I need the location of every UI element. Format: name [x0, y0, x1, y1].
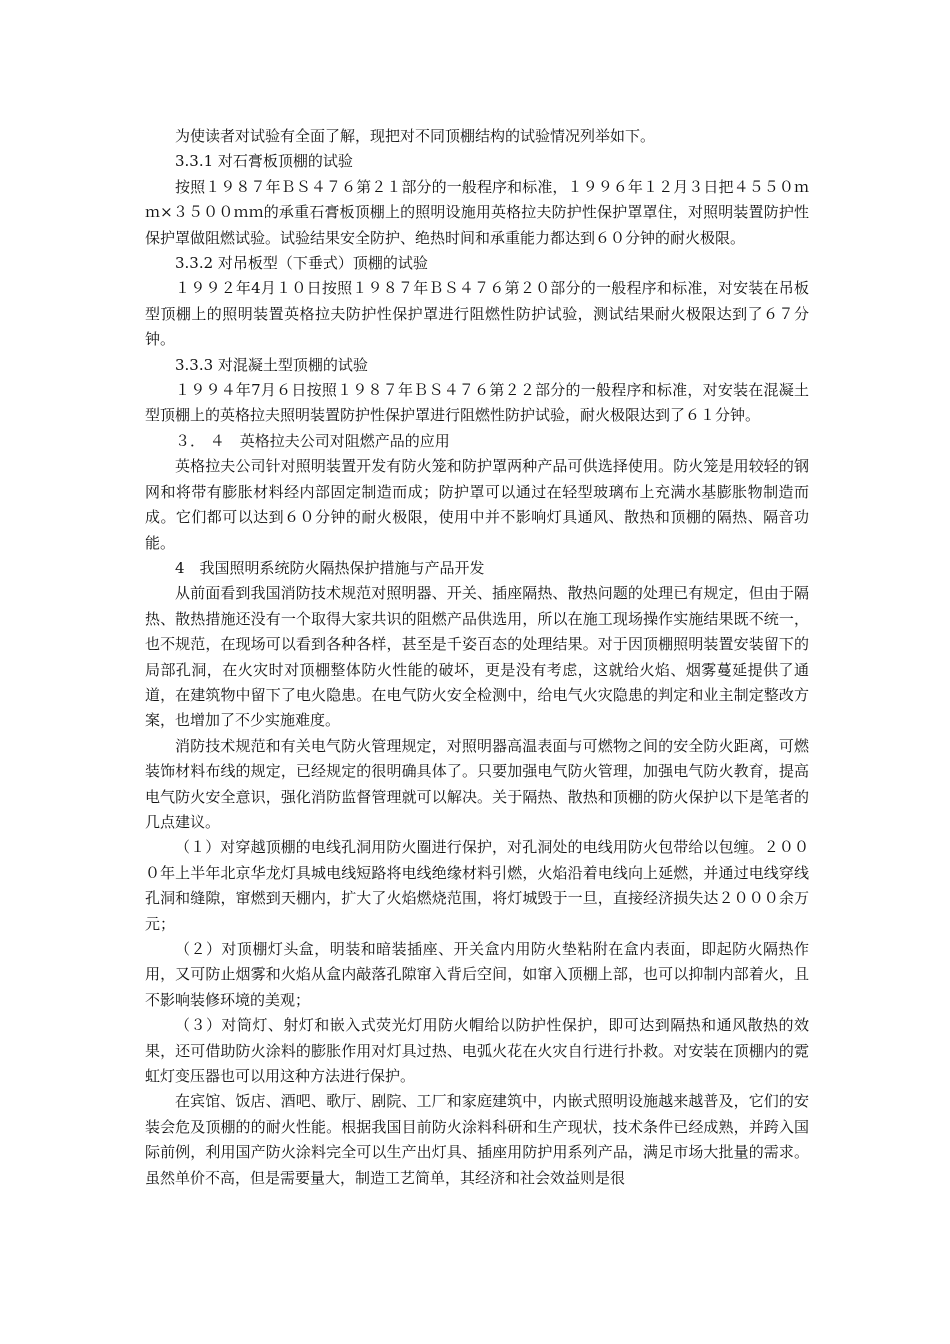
document-body: [145, 124, 809, 1191]
body-paragraph: 英格拉夫公司针对照明装置开发有防火笼和防护罩两种产品可供选择使用。防火笼是用较轻的钢网和将带有膨胀材料经内部固定制造而成；防护罩可以通过在轻型玻璃布上充满水基膨胀物制造而成。它们都可以达到６０分钟的耐火极限，使用中并不影响灯具通风、散热和顶棚的隔热、隔音功能。: [145, 457, 809, 552]
body-paragraph: １９９２年4月１０日按照１９８７年ＢＳ４７６第２０部分的一般程序和标准，对安装在吊板型顶棚上的照明装置英格拉夫防护性保护罩进行阻燃性防护试验，测试结果耐火极限达到了６７分钟。: [145, 279, 809, 349]
list-item-3: （３）对筒灯、射灯和嵌入式荧光灯用防火帽给以防护性保护，即可达到隔热和通风散热的效果，还可借助防火涂料的膨胀作用对灯具过热、电弧火花在火灾自行进行扑救。对安装在顶棚内的霓虹灯变压器也可以用这种方法进行保护。: [145, 1016, 809, 1086]
body-paragraph: 按照１９８７年ＢＳ４７６第２１部分的一般程序和标准，１９９６年１２月３日把４５５０ｍｍ×３５００ｍｍ的承重石膏板顶棚上的照明设施用英格拉夫防护性保护罩罩住，对照明装置防护性保护罩做阻燃试验。试验结果安全防护、绝热时间和承重能力都达到６０分钟的耐火极限。: [145, 177, 809, 247]
body-paragraph: 消防技术规范和有关电气防火管理规定，对照明器高温表面与可燃物之间的安全防火距离，可燃装饰材料布线的规定，已经规定的很明确具体了。只要加强电气防火管理，加强电气防火教育，提高电气防火安全意识，强化消防监督管理就可以解决。关于隔热、散热和顶棚的防火保护以下是笔者的几点建议。: [145, 736, 809, 831]
body-paragraph: １９９４年7月６日按照１９８７年ＢＳ４７６第２２部分的一般程序和标准，对安装在混凝土型顶棚上的英格拉夫照明装置防护性保护罩进行阻燃性防护试验，耐火极限达到了６１分钟。: [145, 381, 809, 425]
list-item-1: （１）对穿越顶棚的电线孔洞用防火圈进行保护，对孔洞处的电线用防火包带给以包缠。２０００年上半年北京华龙灯具城电线短路将电线绝缘材料引燃，火焰沿着电线向上延燃，并通过电线穿线孔洞和缝隙，窜燃到天棚内，扩大了火焰燃烧范围，将灯城毁于一旦，直接经济损失达２０００余万元；: [145, 838, 809, 933]
section-heading-3-3-1: 3.3.1 对石膏板顶棚的试验: [175, 152, 353, 171]
section-heading-4: 4 我国照明系统防火隔热保护措施与产品开发: [175, 558, 485, 577]
body-paragraph: 在宾馆、饭店、酒吧、歌厅、剧院、工厂和家庭建筑中，内嵌式照明设施越来越普及，它们的安装会危及顶棚的的耐火性能。根据我国目前防火涂料科研和生产现状，技术条件已经成熟，并跨入国际前例，利用国产防火涂料完全可以生产出灯具、插座用防护用系列产品，满足市场大批量的需求。虽然单价不高，但是需要量大，制造工艺简单，其经济和社会效益则是很: [145, 1092, 809, 1187]
list-item-2: （２）对顶棚灯头盒，明装和暗装插座、开关盒内用防火垫粘附在盒内表面，即起防火隔热作用，又可防止烟雾和火焰从盒内敲落孔隙窜入背后空间，如窜入顶棚上部，也可以抑制内部着火，且不影响装修环境的美观；: [145, 940, 809, 1009]
section-heading-3-3-2: 3.3.2 对吊板型（下垂式）顶棚的试验: [175, 254, 428, 273]
body-paragraph: 从前面看到我国消防技术规范对照明器、开关、插座隔热、散热问题的处理已有规定，但由于隔热、散热措施还没有一个取得大家共识的阻燃产品供选用，所以在施工现场操作实施结果既不统一，也不规范，在现场可以看到各种各样，甚至是千姿百态的处理结果。对于因顶棚照明装置安装留下的局部孔洞，在火灾时对顶棚整体防火性能的破坏，更是没有考虑，这就给火焰、烟雾蔓延提供了通道，在建筑物中留下了电火隐患。在电气防火安全检测中，给电气火灾隐患的判定和业主制定整改方案，也增加了不少实施难度。: [145, 584, 809, 730]
section-heading-3-4: ３． ４ 英格拉夫公司对阻燃产品的应用: [175, 431, 450, 450]
intro-paragraph: 为使读者对试验有全面了解，现把对不同顶棚结构的试验情况列举如下。: [175, 127, 656, 145]
section-heading-3-3-3: 3.3.3 对混凝土型顶棚的试验: [175, 355, 368, 374]
